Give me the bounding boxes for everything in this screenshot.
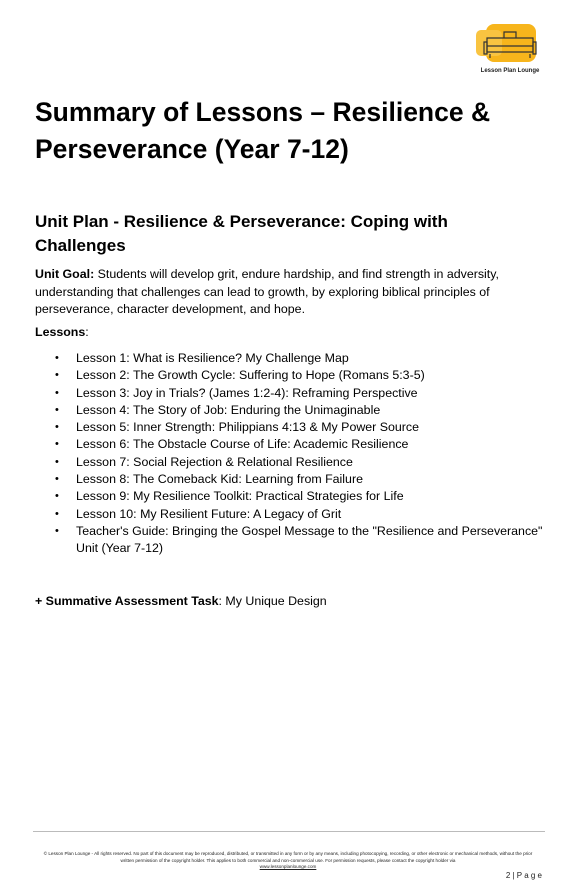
lesson-text: Lesson 1: What is Resilience? My Challenge Map — [76, 351, 349, 365]
bullet-icon: • — [55, 524, 59, 537]
footer-divider — [33, 831, 545, 832]
lessons-heading — [35, 325, 89, 339]
summative-text: : My Unique Design — [218, 594, 327, 608]
lesson-text: Lesson 6: The Obstacle Course of Life: Academic Resilience — [76, 437, 409, 452]
lesson-item — [35, 419, 555, 436]
lesson-text: Lesson 2: The Growth Cycle: Suffering to Hope (Romans 5:3-5) — [76, 368, 425, 383]
lesson-item — [35, 402, 555, 419]
lesson-item — [35, 506, 555, 523]
bullet-icon: • — [55, 386, 59, 399]
page-number: 2 | P a g e — [505, 871, 542, 880]
website-link[interactable]: www.lessonplanlounge.com — [259, 864, 317, 870]
bullet-icon: • — [55, 438, 59, 451]
unit-goal — [35, 266, 545, 319]
lessons-heading-label: Lessons — [35, 325, 86, 339]
lessons-list — [35, 350, 555, 558]
lesson-text: Lesson 3: Joy in Trials? (James 1:2-4): Reframing Perspective — [76, 385, 418, 400]
lesson-item — [35, 350, 555, 367]
bullet-icon: • — [55, 421, 59, 434]
lesson-text: Lesson 7: Social Rejection & Relational Resilience — [76, 454, 353, 469]
bullet-icon: • — [55, 369, 59, 382]
page-title: Summary of Lessons – Resilience & Perseverance (Year 7-12) — [35, 97, 491, 164]
bullet-icon: • — [55, 455, 59, 468]
lesson-item — [35, 454, 555, 471]
lessons-heading-suffix: : — [85, 325, 89, 339]
logo-text: Lesson Plan Lounge — [480, 68, 540, 74]
bullet-icon: • — [55, 490, 59, 503]
copyright-text: © Lesson Plan Lounge - All rights reserved. No part of this document may be reproduced, distributed, or transmitted in any form or by any means, including photocopying, recording, or other electronic or mechanical methods, without the prior written permission of the copyright holder. This applies to both commercial and non-commercial use. For permission requests, please contact the copyright holder via — [43, 851, 533, 863]
lesson-text: Lesson 8: The Comeback Kid: Learning from Failure — [76, 472, 363, 487]
lesson-item — [35, 471, 555, 488]
bullet-icon: • — [55, 473, 59, 486]
unit-goal-label: Unit Goal: — [35, 267, 95, 281]
lesson-item — [35, 523, 555, 558]
unit-plan-title: Unit Plan - Resilience & Perseverance: Coping with Challenges — [35, 212, 448, 255]
lesson-item — [35, 385, 555, 402]
lesson-text: Lesson 9: My Resilience Toolkit: Practical Strategies for Life — [76, 489, 404, 504]
footer-copyright — [38, 851, 538, 871]
bullet-icon: • — [55, 352, 59, 364]
logo — [474, 20, 546, 78]
lesson-item — [35, 367, 555, 384]
lesson-text: Teacher's Guide: Bringing the Gospel Message to the "Resilience and Perseverance" Unit (Year 7-12) — [76, 523, 543, 556]
lesson-text: Lesson 10: My Resilient Future: A Legacy of Grit — [76, 506, 342, 521]
summative-task — [35, 594, 327, 608]
summative-label: + Summative Assessment Task — [35, 594, 219, 608]
lesson-text: Lesson 4: The Story of Job: Enduring the Unimaginable — [76, 402, 381, 417]
unit-goal-text: Students will develop grit, endure hardship, and find strength in adversity, understanding that challenges can lead to growth, by exploring biblical principles of perseverance, character development, and hope. — [35, 267, 499, 317]
lesson-text: Lesson 5: Inner Strength: Philippians 4:13 & My Power Source — [76, 420, 419, 435]
sofa-logo-icon — [474, 20, 546, 68]
lesson-item — [35, 488, 555, 505]
bullet-icon: • — [55, 403, 59, 416]
bullet-icon: • — [55, 507, 59, 520]
lesson-item — [35, 436, 555, 453]
